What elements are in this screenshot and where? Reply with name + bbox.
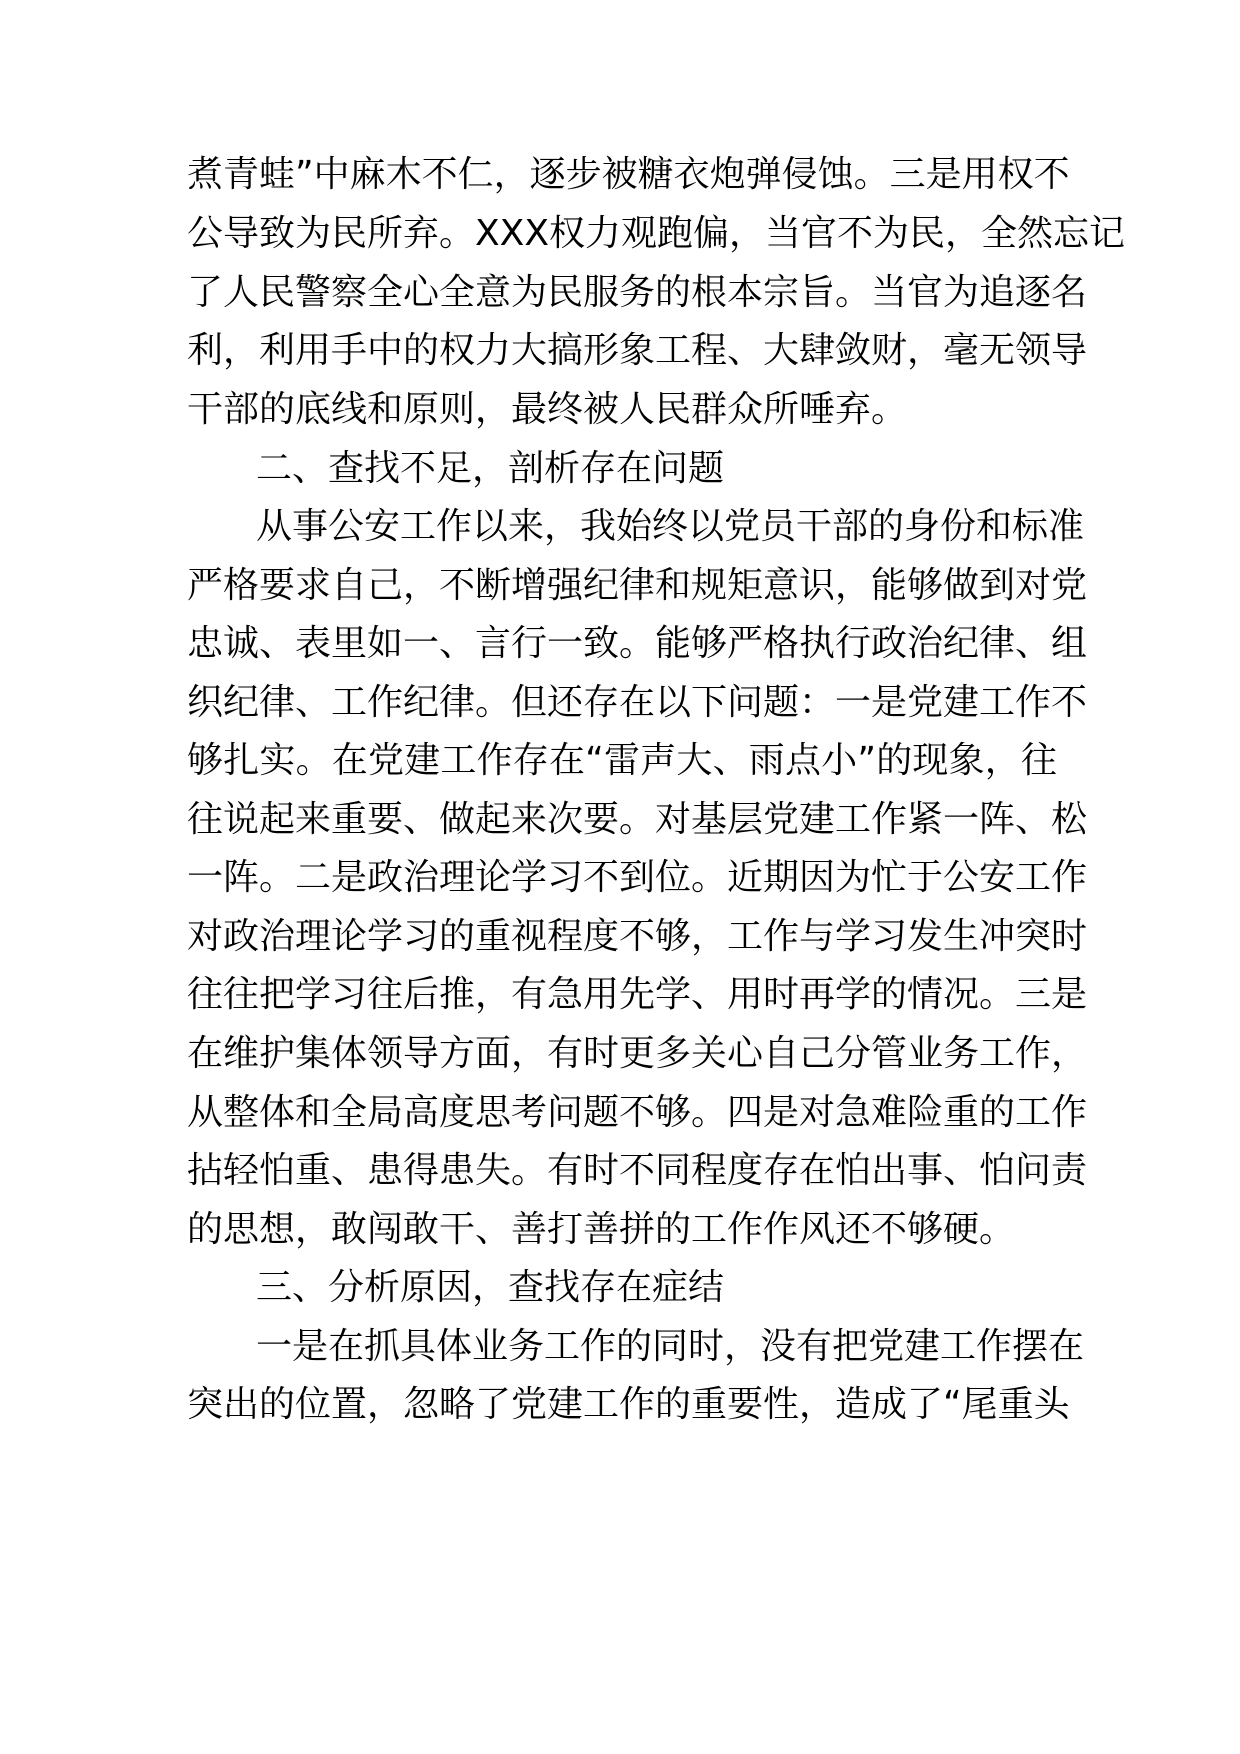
section-heading: 二、查找不足，剖析存在问题: [256, 448, 725, 489]
paragraph-line: 往往把学习往后推，有急用先学、用时再学的情况。三是: [187, 974, 1088, 1015]
paragraph-line: 利，利用手中的权力大搞形象工程、大肆敛财，毫无领导: [187, 330, 1088, 371]
paragraph-line: 对政治理论学习的重视程度不够，工作与学习发生冲突时: [187, 916, 1088, 957]
paragraph-line: 在维护集体领导方面，有时更多关心自己分管业务工作，: [187, 1033, 1088, 1074]
paragraph-line: 从整体和全局高度思考问题不够。四是对急难险重的工作: [187, 1092, 1088, 1133]
paragraph-line: 拈轻怕重、患得患失。有时不同程度存在怕出事、怕问责: [187, 1150, 1088, 1191]
paragraph-line: 一是在抓具体业务工作的同时，没有把党建工作摆在: [256, 1326, 1085, 1367]
paragraph-line: 往说起来重要、做起来次要。对基层党建工作紧一阵、松: [187, 799, 1088, 840]
paragraph-line: 的思想，敢闯敢干、善打善拼的工作作风还不够硬。: [187, 1209, 1016, 1250]
paragraph-line: 严格要求自己，不断增强纪律和规矩意识，能够做到对党: [187, 565, 1088, 606]
paragraph-line: 从事公安工作以来，我始终以党员干部的身份和标准: [256, 506, 1085, 547]
paragraph-line: 突出的位置，忽略了党建工作的重要性，造成了“尾重头: [187, 1384, 1070, 1425]
paragraph-line: 煮青蛙”中麻木不仁，逐步被糖衣炮弹侵蚀。三是用权不: [187, 154, 1070, 195]
section-heading: 三、分析原因，查找存在症结: [256, 1267, 725, 1308]
paragraph-line: 干部的底线和原则，最终被人民群众所唾弃。: [187, 389, 908, 430]
paragraph-line: 够扎实。在党建工作存在“雷声大、雨点小”的现象，往: [187, 740, 1057, 781]
paragraph-line: 了人民警察全心全意为民服务的根本宗旨。当官为追逐名: [187, 272, 1088, 313]
paragraph-line: 织纪律、工作纪律。但还存在以下问题：一是党建工作不: [187, 682, 1088, 723]
paragraph-line: 公导致为民所弃。XXX权力观跑偏，当官不为民，全然忘记: [187, 213, 1125, 254]
paragraph-line: 忠诚、表里如一、言行一致。能够严格执行政治纪律、组: [187, 623, 1088, 664]
paragraph-line: 一阵。二是政治理论学习不到位。近期因为忙于公安工作: [187, 857, 1088, 898]
